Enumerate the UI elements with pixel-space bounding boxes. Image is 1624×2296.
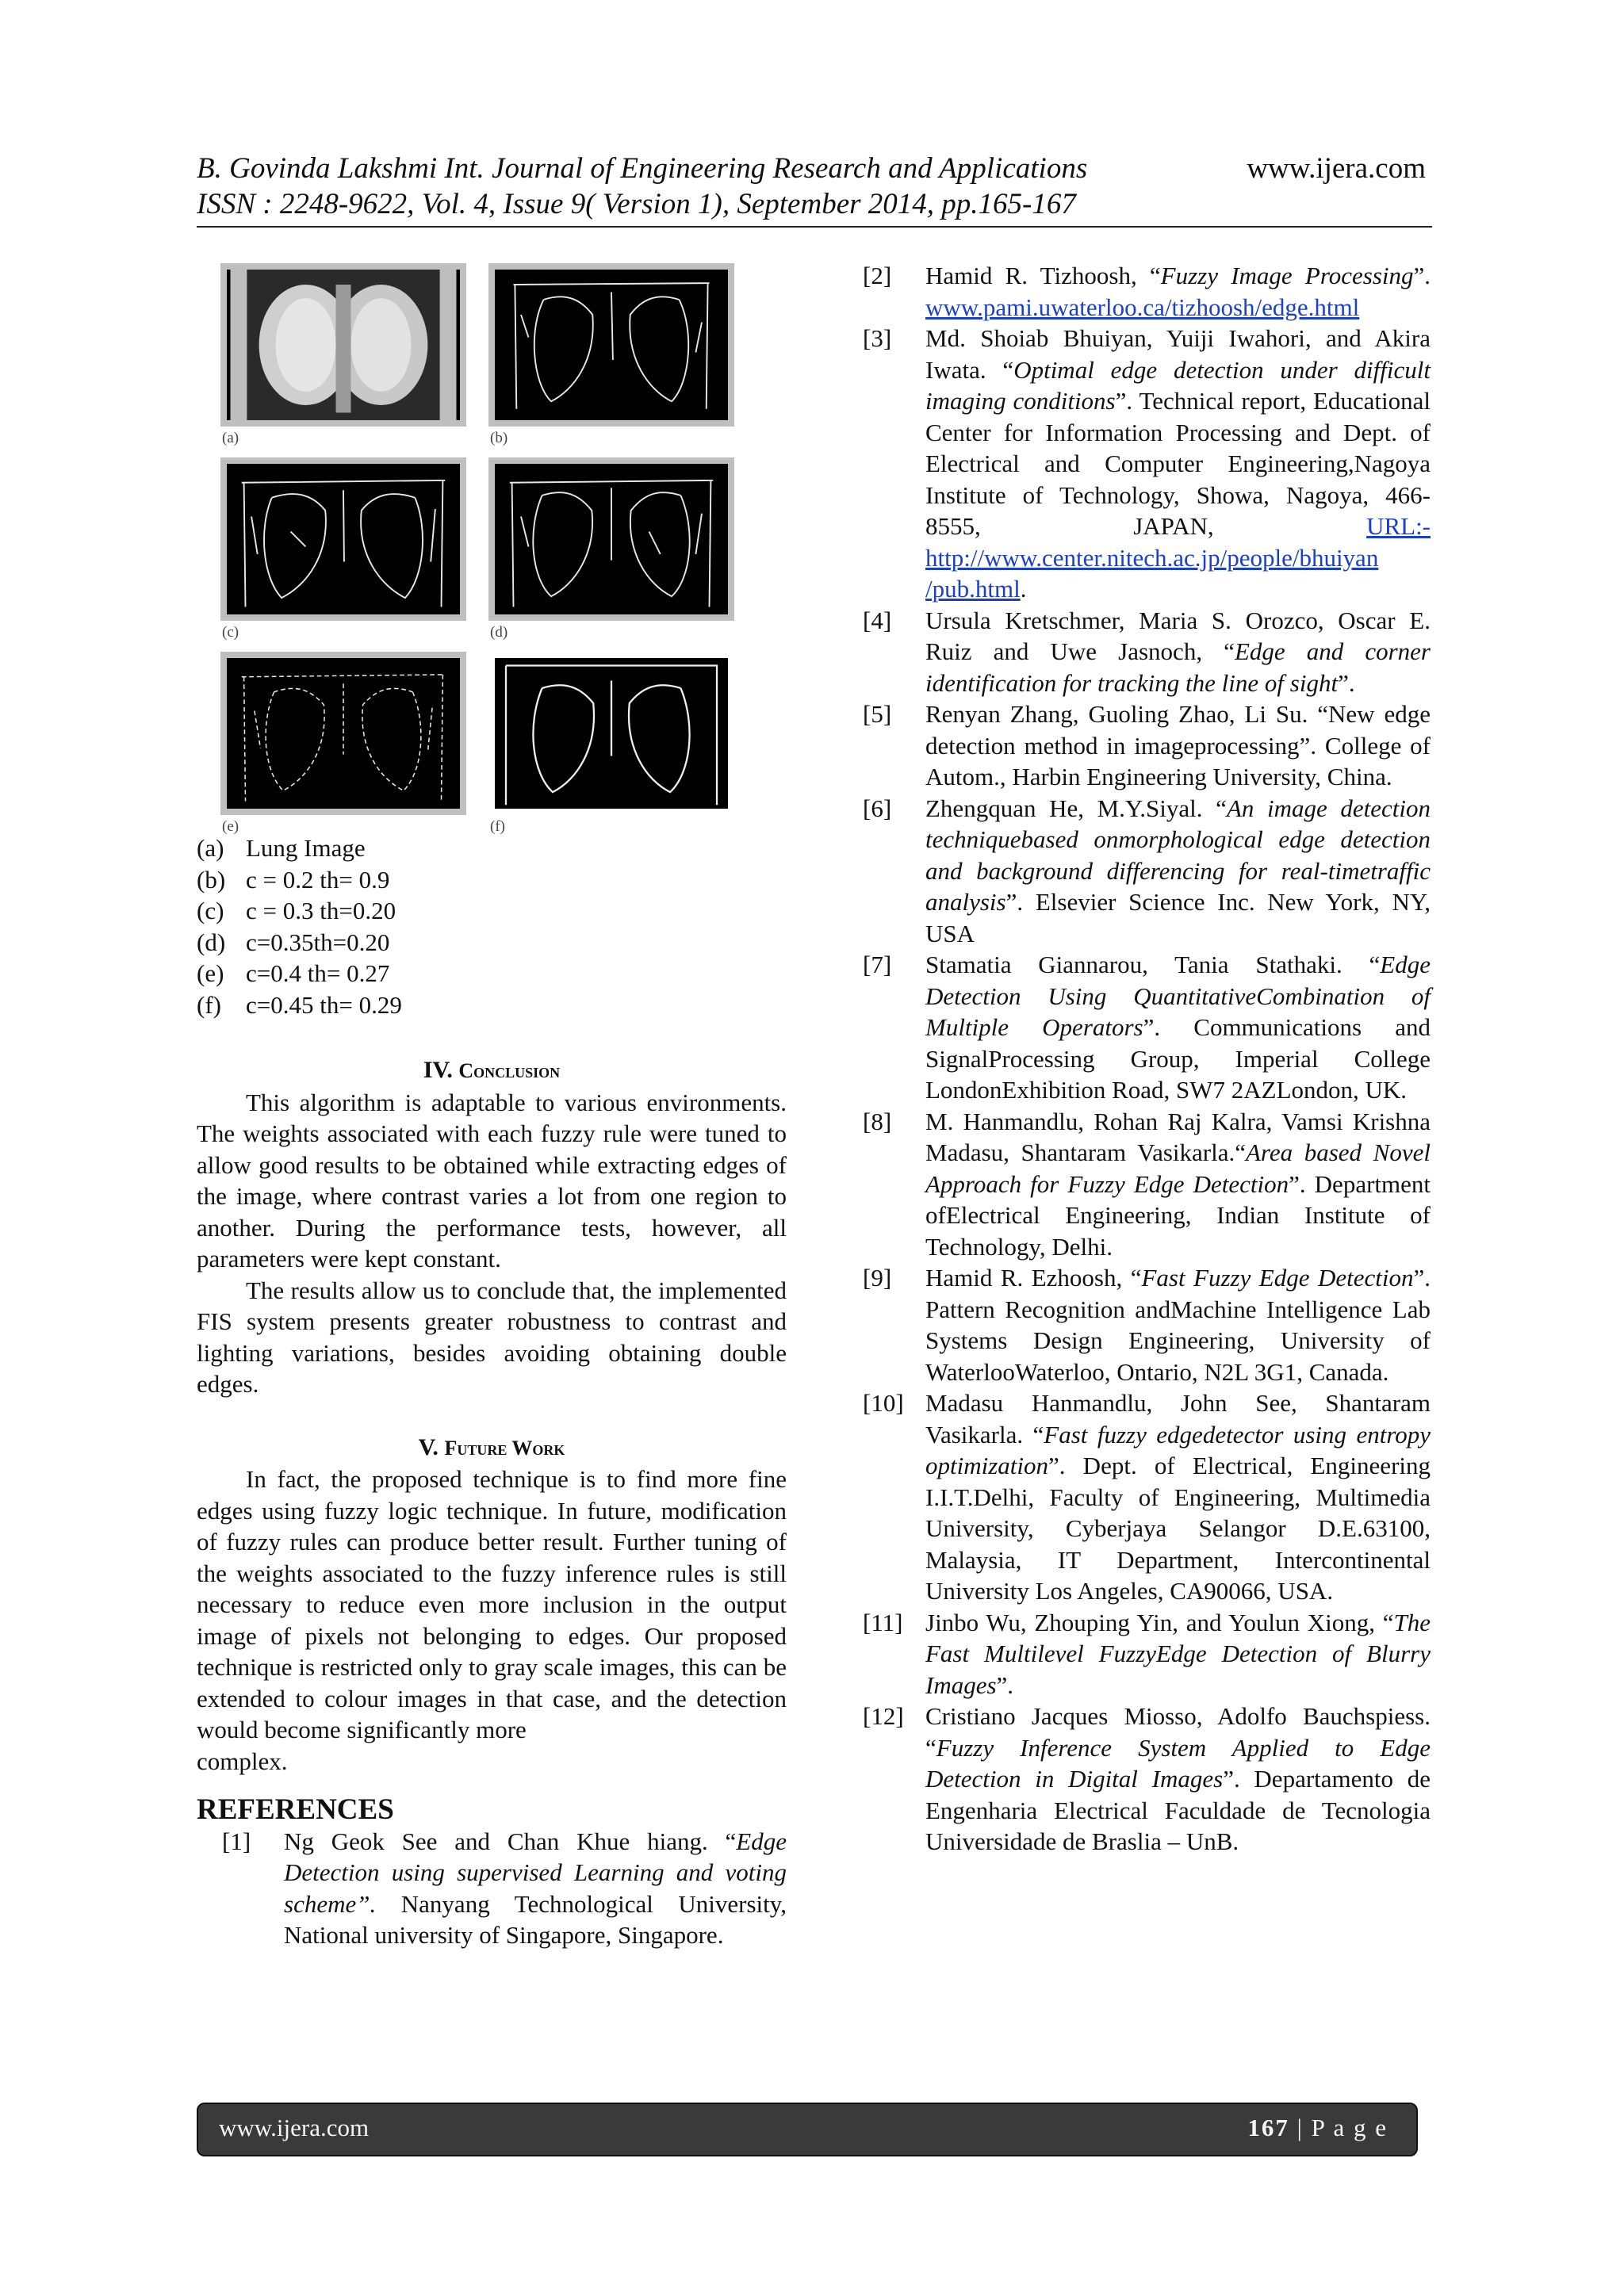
reference-link[interactable]: URL:-http://www.center.nitech.ac.jp/people/bhuiyan /pub.html — [925, 512, 1431, 603]
issn-line: ISSN : 2248-9622, Vol. 4, Issue 9( Version 1), September 2014, pp.165-167 — [197, 188, 1076, 220]
reference-item-9: [9] Hamid R. Ezhoosh, “Fast Fuzzy Edge Detection”. Pattern Recognition andMachine Intelligence Lab Systems Design Engineering, University of WaterlooWaterloo, Ontario, N2L 3G1, Canada. — [863, 1264, 1431, 1386]
reference-item-7: [7] Stamatia Giannarou, Tania Stathaki. “Edge Detection Using QuantitativeCombination of Multiple Operators”. Communications and SignalProcessing Group, Imperial College LondonExhibition Road, SW7 2AZLondon, UK. — [863, 951, 1431, 1104]
edge-image — [227, 658, 460, 809]
figure-label: (a) — [222, 430, 239, 446]
left-column — [197, 1054, 787, 1951]
edge-image — [495, 270, 728, 420]
caption-item: (f) c=0.45 th= 0.29 — [197, 990, 402, 1019]
references-heading: REFERENCES — [197, 1793, 394, 1826]
figure-grid — [220, 263, 736, 834]
reference-item-4: [4] Ursula Kretschmer, Maria S. Orozco, Oscar E. Ruiz and Uwe Jasnoch, “Edge and corner identification for tracking the line of sight”. — [863, 606, 1431, 697]
figure-label: (d) — [490, 624, 508, 641]
journal-citation: B. Govinda Lakshmi Int. Journal of Engineering Research and Applications — [197, 152, 1088, 185]
reference-item-8: [8] M. Hanmandlu, Rohan Raj Kalra, Vamsi Krishna Madasu, Shantaram Vasikarla.“Area based Novel Approach for Fuzzy Edge Detection”. Department ofElectrical Engineering, Indian Institute of Technology, Delhi. — [863, 1107, 1431, 1261]
journal-url: www.ijera.com — [1247, 152, 1426, 185]
future-work-paragraph: In fact, the proposed technique is to find more fine edges using fuzzy logic technique. In future, modification of fuzzy rules can produce better result. Further tuning of the weights associated to the fuzzy inference rules is still necessary to reduce even more inclusion in the output image of pixels not belonging to edges. Our proposed technique is restricted only to gray scale images, this can be extended to colour images in that case, and the detection would become significantly more — [197, 1465, 787, 1743]
figure-label: (b) — [490, 430, 508, 446]
figure-label: (c) — [222, 624, 239, 641]
reference-item-11: [11] Jinbo Wu, Zhouping Yin, and Youlun Xiong, “The Fast Multilevel FuzzyEdge Detection of Blurry Images”. — [863, 1608, 1431, 1699]
running-header — [197, 151, 1426, 222]
conclusion-paragraph-2: The results allow us to conclude that, the implemented FIS system presents greater robustness to contrast and lighting variations, besides avoiding obtaining double edges. — [197, 1276, 787, 1398]
reference-item-3: [3] Md. Shoiab Bhuiyan, Yuiji Iwahori, and Akira Iwata. “Optimal edge detection under difficult imaging conditions”. Technical report, Educational Center for Information Processing and Dept. of Electrical and Computer Engineering,Nagoya Institute of Technology, Showa, Nagoya, 466-8555, JAPAN, URL:-http://www.center.nitech.ac.jp/people/bhuiyan /pub.html. — [863, 324, 1431, 603]
figure-label: (f) — [490, 818, 505, 835]
caption-item: (c) c = 0.3 th=0.20 — [197, 897, 396, 924]
reference-item-5: [5] Renyan Zhang, Guoling Zhao, Li Su. “New edge detection method in imageprocessing”. College of Autom., Harbin Engineering University, China. — [863, 700, 1431, 790]
header-divider — [197, 226, 1432, 228]
future-work-paragraph-end: complex. — [197, 1747, 288, 1775]
figure-panel-a — [220, 263, 466, 446]
reference-item-10: [10] Madasu Hanmandlu, John See, Shantaram Vasikarla. “Fast fuzzy edgedetector using entropy optimization”. Dept. of Electrical, Engineering I.I.T.Delhi, Faculty of Engineering, Multimedia University, Cyberjaya Selangor D.E.63100, Malaysia, IT Department, Intercontinental University Los Angeles, CA90066, USA. — [863, 1389, 1431, 1605]
figure-panel-d — [488, 457, 734, 640]
right-column-references — [863, 260, 1431, 1858]
reference-item-1: [1] Ng Geok See and Chan Khue hiang. “Edge Detection using supervised Learning and voting scheme”. Nanyang Technological University, National university of Singapore, Singapore. — [222, 1827, 787, 1949]
reference-item-12: [12] Cristiano Jacques Miosso, Adolfo Bauchspiess. “Fuzzy Inference System Applied to Edge Detection in Digital Images”. Departamento de Engenharia Electrical Faculdade de Tecnologia Universidade de Braslia – UnB. — [863, 1702, 1431, 1855]
page-number: 167 | P a g e — [1247, 2114, 1388, 2141]
conclusion-paragraph-1: This algorithm is adaptable to various environments. The weights associated with each fuzzy rule were tuned to allow good results to be obtained while extracting edges of the image, where contrast varies a lot from one region to another. During the performance tests, however, all parameters were kept constant. — [197, 1088, 787, 1272]
figure-label: (e) — [222, 818, 239, 835]
caption-item: (d) c=0.35th=0.20 — [197, 928, 390, 956]
edge-image — [495, 464, 728, 614]
reference-link[interactable]: www.pami.uwaterloo.ca/tizhoosh/edge.html — [925, 293, 1360, 321]
figure-panel-e — [220, 652, 466, 834]
caption-item: (a) Lung Image — [197, 834, 366, 862]
footer-url: www.ijera.com — [219, 2114, 370, 2141]
reference-item-6: [6] Zhengquan He, M.Y.Siyal. “An image detection techniquebased onmorphological edge detection and background differencing for real-timetraffic analysis”. Elsevier Science Inc. New York, NY, USA — [863, 794, 1431, 947]
edge-image — [227, 464, 460, 614]
figure-panel-c — [220, 457, 466, 640]
section-heading-conclusion: IV. Conclusion — [423, 1057, 561, 1083]
figure-panel-b — [488, 263, 734, 446]
section-heading-future-work: V. Future Work — [418, 1433, 565, 1460]
figure-caption-list — [197, 832, 402, 1020]
caption-item: (b) c = 0.2 th= 0.9 — [197, 865, 390, 894]
page-footer — [197, 2103, 1418, 2156]
figure-panel-f — [488, 652, 734, 834]
lung-xray-image — [227, 270, 460, 420]
edge-image — [495, 658, 728, 809]
caption-item: (e) c=0.4 th= 0.27 — [197, 959, 390, 987]
reference-item-2: [2] Hamid R. Tizhoosh, “Fuzzy Image Processing”. www.pami.uwaterloo.ca/tizhoosh/edge.html — [863, 262, 1431, 321]
